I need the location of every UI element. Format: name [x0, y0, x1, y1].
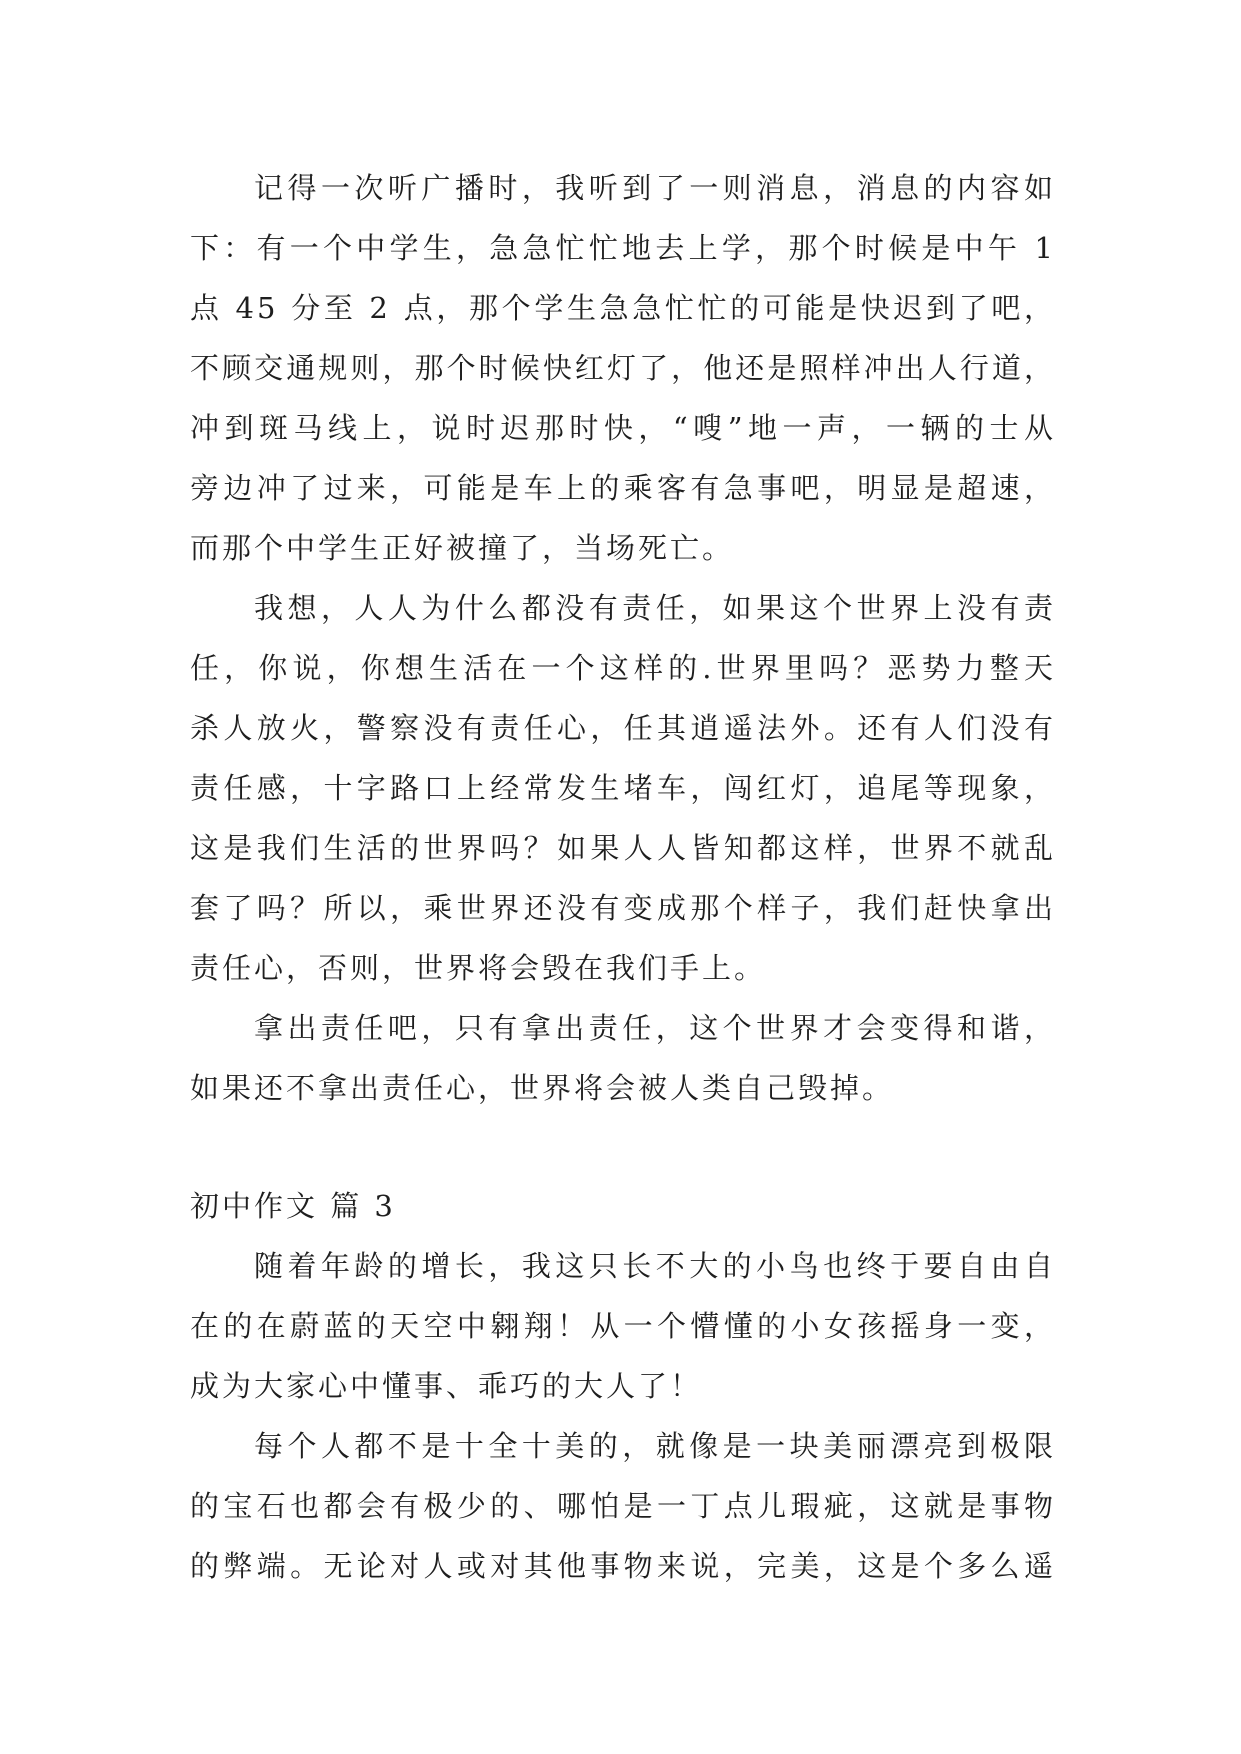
text-line: 在的在蔚蓝的天空中翱翔！从一个懵懂的小女孩摇身一变， [190, 1309, 1056, 1343]
paragraph [190, 1236, 1056, 1416]
text-line: 点 45 分至 2 点，那个学生急急忙忙的可能是快迟到了吧， [190, 291, 1056, 325]
text-line: 下：有一个中学生，急急忙忙地去上学，那个时候是中午 1 [190, 231, 1056, 265]
text-line: 拿出责任吧，只有拿出责任，这个世界才会变得和谐， [254, 1011, 1056, 1045]
text-line: 任，你说，你想生活在一个这样的.世界里吗？恶势力整天 [190, 651, 1056, 685]
text-line: 而那个中学生正好被撞了，当场死亡。 [190, 531, 735, 565]
document-body [190, 158, 1056, 1596]
paragraph [190, 1416, 1056, 1596]
text-line: 这是我们生活的世界吗？如果人人皆知都这样，世界不就乱 [190, 831, 1056, 865]
text-line: 每个人都不是十全十美的，就像是一块美丽漂亮到极限 [254, 1429, 1056, 1463]
text-line: 套了吗？所以，乘世界还没有变成那个样子，我们赶快拿出 [190, 891, 1056, 925]
text-line: 冲到斑马线上，说时迟那时快，“嗖”地一声，一辆的士从 [190, 411, 1056, 445]
text-line: 不顾交通规则，那个时候快红灯了，他还是照样冲出人行道， [190, 351, 1056, 385]
text-line: 杀人放火，警察没有责任心，任其逍遥法外。还有人们没有 [190, 711, 1056, 745]
text-line: 的弊端。无论对人或对其他事物来说，完美，这是个多么遥 [190, 1549, 1056, 1583]
text-line: 随着年龄的增长，我这只长不大的小鸟也终于要自由自 [254, 1249, 1056, 1283]
paragraph [190, 158, 1056, 578]
section-heading: 初中作文 篇 3 [190, 1189, 396, 1223]
text-line: 记得一次听广播时，我听到了一则消息，消息的内容如 [254, 171, 1056, 205]
paragraph [190, 998, 1056, 1118]
text-line: 责任感，十字路口上经常发生堵车，闯红灯，追尾等现象， [190, 771, 1056, 805]
text-line: 责任心，否则，世界将会毁在我们手上。 [190, 951, 767, 985]
text-line: 旁边冲了过来，可能是车上的乘客有急事吧，明显是超速， [190, 471, 1056, 505]
text-line: 我想，人人为什么都没有责任，如果这个世界上没有责 [254, 591, 1056, 625]
text-line: 成为大家心中懂事、乖巧的大人了！ [190, 1369, 703, 1403]
paragraph [190, 578, 1056, 998]
section-gap [190, 1118, 1056, 1176]
text-line: 的宝石也都会有极少的、哪怕是一丁点儿瑕疵，这就是事物 [190, 1489, 1056, 1523]
text-line: 如果还不拿出责任心，世界将会被人类自己毁掉。 [190, 1071, 895, 1105]
